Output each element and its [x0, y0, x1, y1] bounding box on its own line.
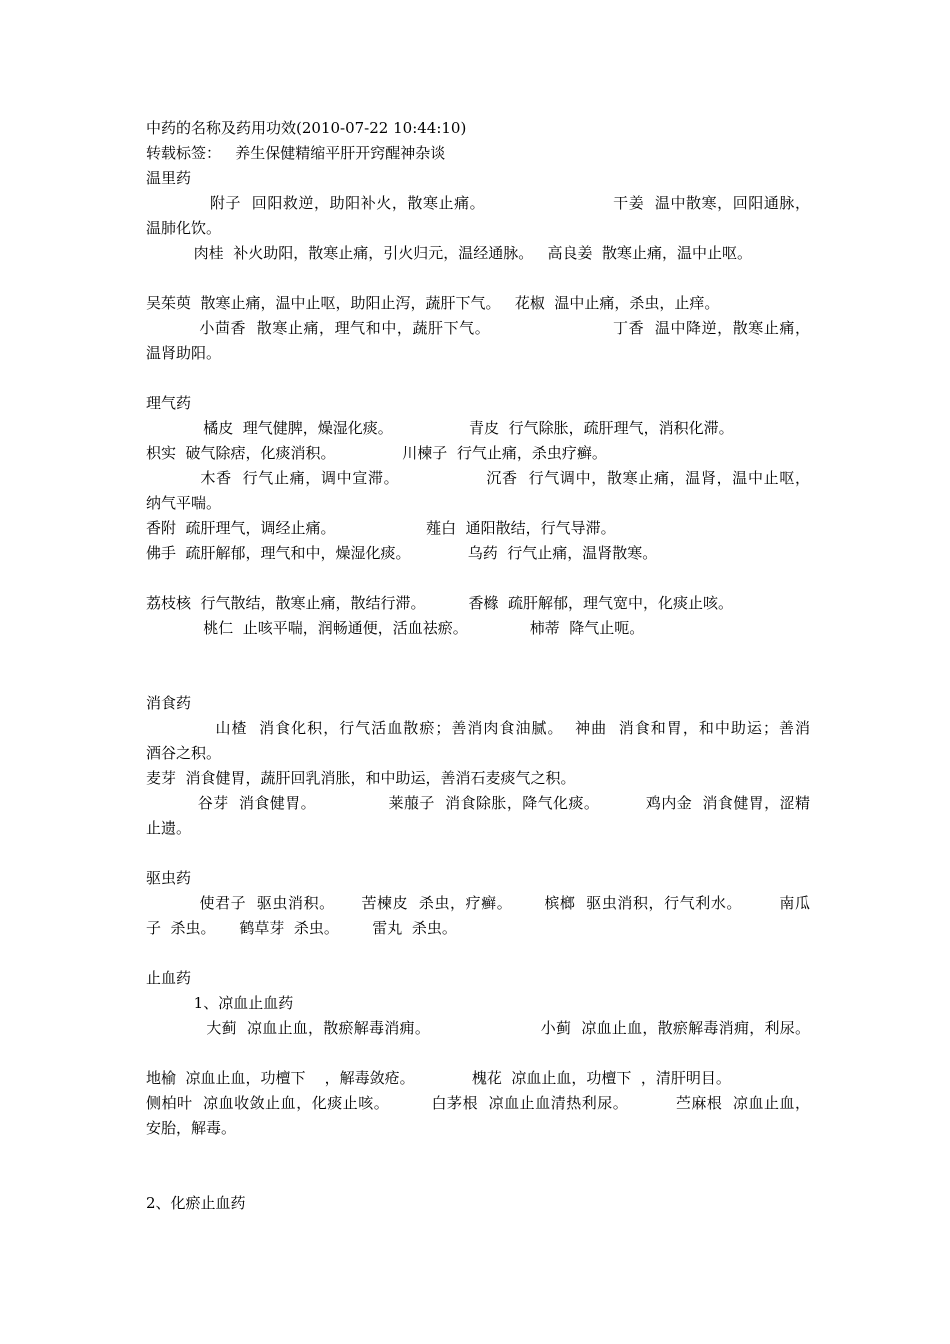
text-line: 温肾助阳。: [146, 344, 222, 362]
blank-line: [146, 943, 810, 965]
text-line: 止遗。: [146, 819, 192, 837]
text-line: 枳实 破气除痞，化痰消积。 川楝子 行气止痛，杀虫疗癣。: [146, 444, 607, 462]
blank-line: [146, 268, 810, 290]
blank-line: [146, 843, 810, 865]
blank-line: [146, 1168, 810, 1190]
section-heading: 温里药: [146, 169, 192, 187]
text-line: 子 杀虫。 鹤草芽 杀虫。 雷丸 杀虫。: [146, 919, 457, 937]
section-heading: 驱虫药: [146, 869, 192, 887]
blank-line: [146, 643, 810, 665]
text-line: 安胎，解毒。: [146, 1119, 237, 1137]
text-line: 麦芽 消食健胃，蔬肝回乳消胀，和中助运，善消石麦痰气之积。: [146, 769, 576, 787]
text-line: 荔枝核 行气散结，散寒止痛，散结行滞。 香橼 疏肝解郁，理气宽中，化痰止咳。: [146, 594, 733, 612]
text-line: 温肺化饮。: [146, 219, 222, 237]
text-line: 肉桂 补火助阳，散寒止痛，引火归元，温经通脉。 高良姜 散寒止痛，温中止呕。: [146, 244, 753, 262]
text-line: 佛手 疏肝解郁，理气和中，燥湿化痰。 乌药 行气止痛，温肾散寒。: [146, 544, 658, 562]
text-line: 大蓟 凉血止血，散瘀解毒消痈。 小蓟 凉血止血，散瘀解毒消痈，利尿。: [146, 1019, 810, 1037]
text-line: 山楂 消食化积，行气活血散瘀；善消肉食油腻。 神曲 消食和胃，和中助运；善消: [146, 719, 810, 737]
text-line: 橘皮 理气健脾，燥湿化痰。 青皮 行气除胀，疏肝理气，消积化滞。: [146, 419, 734, 437]
blank-line: [146, 668, 810, 690]
section-heading: 理气药: [146, 394, 192, 412]
subsection-heading: 2、化瘀止血药: [146, 1194, 246, 1212]
text-line: 吴茱萸 散寒止痛，温中止呕，助阳止泻，蔬肝下气。 花椒 温中止痛，杀虫，止痒。: [146, 294, 720, 312]
text-line: 侧柏叶 凉血收敛止血，化痰止咳。 白茅根 凉血止血清热利尿。 苎麻根 凉血止血，: [146, 1094, 810, 1112]
section-heading: 止血药: [146, 969, 192, 987]
text-line: 纳气平喘。: [146, 494, 222, 512]
text-line: 附子 回阳救逆，助阳补火，散寒止痛。 干姜 温中散寒，回阳通脉，: [146, 194, 810, 212]
text-line: 酒谷之积。: [146, 744, 222, 762]
doc-title: 中药的名称及药用功效(2010-07-22 10:44:10): [146, 119, 467, 137]
text-line: 使君子 驱虫消积。 苦楝皮 杀虫，疗癣。 槟榔 驱虫消积，行气利水。 南瓜: [146, 894, 810, 912]
doc-tags: 转载标签： 养生保健精缩平肝开窍醒神杂谈: [146, 144, 446, 162]
text-line: 香附 疏肝理气，调经止痛。 薤白 通阳散结，行气导滞。: [146, 519, 616, 537]
text-line: 谷芽 消食健胃。 莱菔子 消食除胀，降气化痰。 鸡内金 消食健胃，涩精: [146, 794, 810, 812]
blank-line: [146, 568, 810, 590]
blank-line: [146, 368, 810, 390]
section-heading: 消食药: [146, 694, 192, 712]
blank-line: [146, 1043, 810, 1065]
text-line: 地榆 凉血止血，功檀下 ，解毒敛疮。 槐花 凉血止血，功檀下 ，清肝明目。: [146, 1069, 731, 1087]
text-line: 木香 行气止痛，调中宣滞。 沉香 行气调中，散寒止痛，温肾，温中止呕，: [146, 469, 810, 487]
subsection-heading: 1、凉血止血药: [146, 994, 294, 1012]
blank-line: [146, 1143, 810, 1165]
text-line: 小茴香 散寒止痛，理气和中，蔬肝下气。 丁香 温中降逆，散寒止痛，: [146, 319, 810, 337]
text-line: 桃仁 止咳平喘，润畅通便，活血祛瘀。 柿蒂 降气止呃。: [146, 619, 645, 637]
